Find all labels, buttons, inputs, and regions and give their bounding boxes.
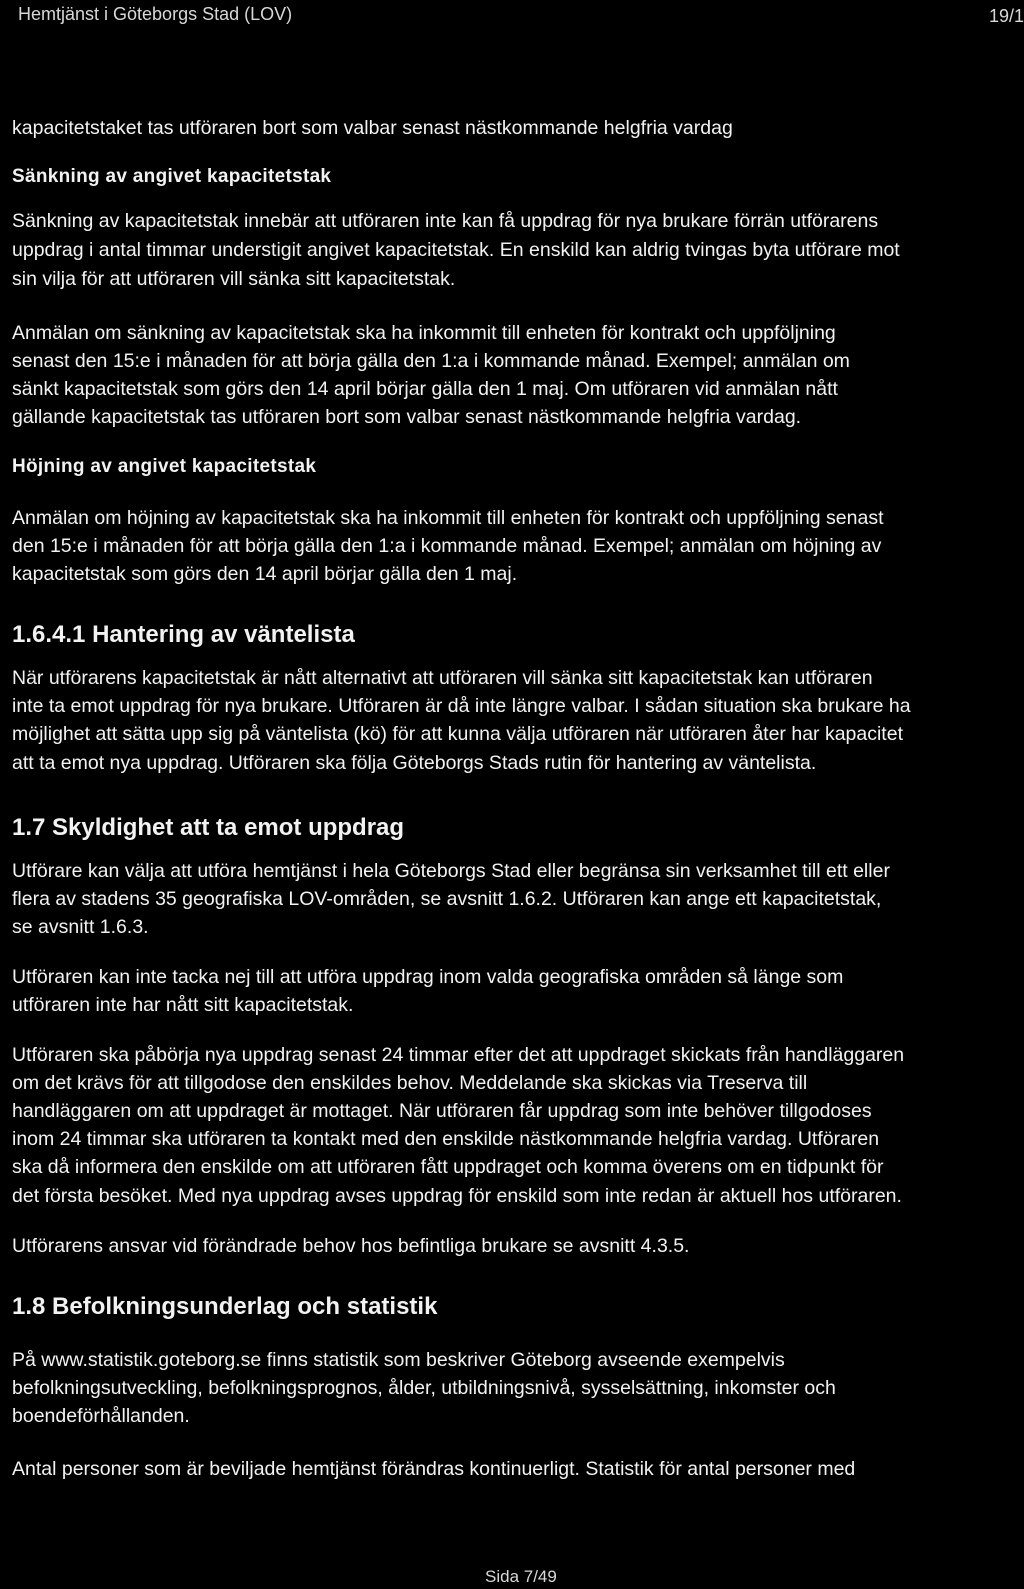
paragraph-line: om det krävs för att tillgodose den enskildes behov. Meddelande ska skickas via Treserva till	[12, 1072, 808, 1094]
paragraph-line: Utföraren ska påbörja nya uppdrag senast 24 timmar efter det att uppdraget skickats från handläggaren	[12, 1044, 905, 1066]
paragraph-line: Anmälan om höjning av kapacitetstak ska ha inkommit till enheten för kontrakt och uppföljning senast	[12, 507, 884, 529]
paragraph-line: boendeförhållanden.	[12, 1405, 190, 1427]
page-header-ref: 19/1	[988, 6, 1024, 26]
page-header-title: Hemtjänst i Göteborgs Stad (LOV)	[18, 4, 293, 24]
paragraph-line: kapacitetstak som görs den 14 april börjar gälla den 1 maj.	[12, 563, 518, 585]
subheading-sankning: Sänkning av angivet kapacitetstak	[12, 166, 332, 187]
paragraph-line: gällande kapacitetstak tas utföraren bort som valbar senast nästkommande helgfria vardag.	[12, 406, 802, 428]
paragraph-line: inom 24 timmar ska utföraren ta kontakt med den enskilde nästkommande helgfria vardag. Utföraren	[12, 1128, 880, 1150]
paragraph-line: sänkt kapacitetstak som görs den 14 april börjar gälla den 1 maj. Om utföraren vid anmälan nått	[12, 378, 838, 400]
paragraph-line: senast den 15:e i månaden för att börja gälla den 1:a i kommande månad. Exempel; anmälan om	[12, 350, 850, 372]
paragraph-line: ska då informera den enskilde om att utföraren fått uppdraget och komma överens om en tidpunkt för	[12, 1156, 884, 1178]
paragraph-line: möjlighet att sätta upp sig på väntelista (kö) för att kunna välja utföraren när utföraren åter har kapacitet	[12, 723, 903, 745]
paragraph-line: Anmälan om sänkning av kapacitetstak ska ha inkommit till enheten för kontrakt och uppföljning	[12, 322, 836, 344]
page-number: Sida 7/49	[485, 1567, 557, 1586]
paragraph-line: Utförarens ansvar vid förändrade behov hos befintliga brukare se avsnitt 4.3.5.	[12, 1235, 690, 1257]
paragraph-line: flera av stadens 35 geografiska LOV-områden, se avsnitt 1.6.2. Utföraren kan ange ett kapacitetstak,	[12, 888, 882, 910]
section-heading-1-7: 1.7 Skyldighet att ta emot uppdrag	[12, 814, 405, 841]
paragraph-line: Utföraren kan inte tacka nej till att utföra uppdrag inom valda geografiska områden så länge som	[12, 966, 844, 988]
section-heading-1-8: 1.8 Befolkningsunderlag och statistik	[12, 1293, 438, 1320]
paragraph-line: Antal personer som är beviljade hemtjänst förändras kontinuerligt. Statistik för antal personer med	[12, 1458, 856, 1480]
paragraph-line: befolkningsutveckling, befolkningsprognos, ålder, utbildningsnivå, sysselsättning, inkomster och	[12, 1377, 836, 1399]
paragraph-line: se avsnitt 1.6.3.	[12, 916, 149, 938]
section-heading-1-6-4-1: 1.6.4.1 Hantering av väntelista	[12, 621, 355, 648]
subheading-hojning: Höjning av angivet kapacitetstak	[12, 456, 317, 477]
paragraph-line: den 15:e i månaden för att börja gälla den 1:a i kommande månad. Exempel; anmälan om höjning av	[12, 535, 882, 557]
paragraph-line: handläggaren om att uppdraget är mottaget. När utföraren får uppdrag som inte behöver tillgodoses	[12, 1100, 872, 1122]
paragraph-line: På www.statistik.goteborg.se finns statistik som beskriver Göteborg avseende exempelvis	[12, 1349, 785, 1371]
paragraph-line: När utförarens kapacitetstak är nått alternativt att utföraren vill sänka sitt kapacitetstak kan utföraren	[12, 667, 873, 689]
paragraph-line: Utförare kan välja att utföra hemtjänst i hela Göteborgs Stad eller begränsa sin verksamhet till ett eller	[12, 860, 890, 882]
paragraph-line: kapacitetstaket tas utföraren bort som valbar senast nästkommande helgfria vardag	[12, 117, 733, 139]
paragraph-line: det första besöket. Med nya uppdrag avses uppdrag för enskild som inte redan är aktuell hos utföraren.	[12, 1185, 902, 1207]
paragraph-line: Sänkning av kapacitetstak innebär att utföraren inte kan få uppdrag för nya brukare förrän utförarens	[12, 210, 879, 232]
paragraph-line: utföraren inte har nått sitt kapacitetstak.	[12, 994, 354, 1016]
paragraph-line: att ta emot nya uppdrag. Utföraren ska följa Göteborgs Stads rutin för hantering av väntelista.	[12, 752, 817, 774]
paragraph-line: sin vilja för att utföraren vill sänka sitt kapacitetstak.	[12, 268, 456, 290]
paragraph-line: inte ta emot uppdrag för nya brukare. Utföraren är då inte längre valbar. I sådan situation ska brukare ha	[12, 695, 911, 717]
paragraph-line: uppdrag i antal timmar understigit angivet kapacitetstak. En enskild kan aldrig tvingas byta utförare mot	[12, 239, 900, 261]
